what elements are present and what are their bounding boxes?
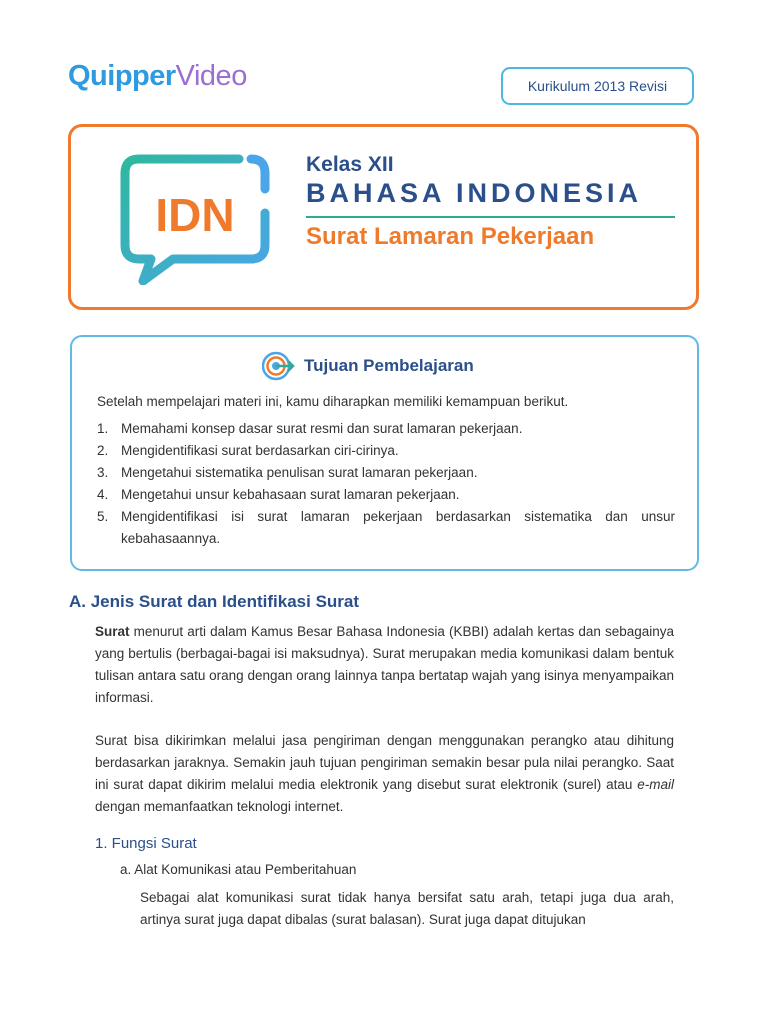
target-icon: [262, 350, 296, 382]
goal-text: Mengetahui sistematika penulisan surat lamaran pekerjaan.: [121, 465, 478, 480]
logo-video-text: Video: [175, 60, 247, 92]
idn-logo-text: IDN: [155, 189, 235, 241]
term-surat: Surat: [95, 624, 130, 639]
curriculum-badge: Kurikulum 2013 Revisi: [501, 67, 694, 105]
paragraph-delivery-start: Surat bisa dikirimkan melalui jasa pengiriman dengan menggunakan perangko atau dihitung berdasarkan jaraknya. Semakin jauh tujuan pengiriman semakin besar pula nilai perangko. Saat ini surat dapat dikirim melalui media elektronik yang disebut surat elektronik (surel) atau: [95, 733, 674, 792]
goal-item: [97, 462, 675, 484]
goals-header: [262, 350, 474, 382]
quipper-video-logo: [68, 60, 247, 93]
learning-goals-box: [70, 335, 699, 571]
goal-text: Mengetahui unsur kebahasaan surat lamaran pekerjaan.: [121, 487, 460, 502]
paragraph-delivery: [95, 730, 674, 818]
goal-number: 5.: [97, 509, 109, 524]
logo-quipper-text: Quipper: [68, 60, 176, 92]
goal-number: 1.: [97, 421, 109, 436]
title-banner: [68, 124, 699, 310]
goal-text: Mengidentifikasi surat berdasarkan ciri-cirinya.: [121, 443, 399, 458]
goal-text: Mengidentifikasi isi surat lamaran pekerjaan berdasarkan sistematika dan unsur kebahasaannya.: [121, 509, 675, 546]
subsection-a-heading: a. Alat Komunikasi atau Pemberitahuan: [120, 862, 357, 877]
goal-item: [97, 506, 675, 550]
goal-item: [97, 418, 675, 440]
grade-label: Kelas XII: [306, 153, 394, 176]
goal-text: Memahami konsep dasar surat resmi dan surat lamaran pekerjaan.: [121, 421, 523, 436]
term-email: e-mail: [637, 777, 674, 792]
goal-item: [97, 484, 675, 506]
subject-title: BAHASA INDONESIA: [306, 178, 643, 208]
goal-item: [97, 440, 675, 462]
goals-title: Tujuan Pembelajaran: [304, 356, 474, 375]
goal-number: 2.: [97, 443, 109, 458]
goals-intro: Setelah mempelajari materi ini, kamu diharapkan memiliki kemampuan berikut.: [97, 394, 569, 409]
goal-number: 3.: [97, 465, 109, 480]
goal-number: 4.: [97, 487, 109, 502]
paragraph-definition-text: menurut arti dalam Kamus Besar Bahasa Indonesia (KBBI) adalah kertas dan sebagainya yang bertulis (berbagai-bagai isi maksudnya). Surat merupakan media komunikasi dalam bentuk tulisan antara satu orang dengan orang lainnya tanpa bertatap wajah yang isinya menyampaikan informasi.: [95, 624, 674, 705]
paragraph-communication: Sebagai alat komunikasi surat tidak hanya bersifat satu arah, tetapi juga dua arah, artinya surat juga dapat dibalas (surat balasan). Surat juga dapat ditujukan: [140, 890, 674, 927]
topic-title: Surat Lamaran Pekerjaan: [306, 223, 595, 250]
goals-list: [97, 418, 675, 550]
section-a-heading: A. Jenis Surat dan Identifikasi Surat: [69, 592, 360, 611]
paragraph-definition: [95, 621, 674, 709]
idn-speech-bubble-icon: [119, 153, 271, 285]
banner-divider: [306, 216, 675, 218]
paragraph-delivery-end: dengan memanfaatkan teknologi internet.: [95, 799, 344, 814]
subsection-fungsi-surat: 1. Fungsi Surat: [95, 835, 197, 852]
